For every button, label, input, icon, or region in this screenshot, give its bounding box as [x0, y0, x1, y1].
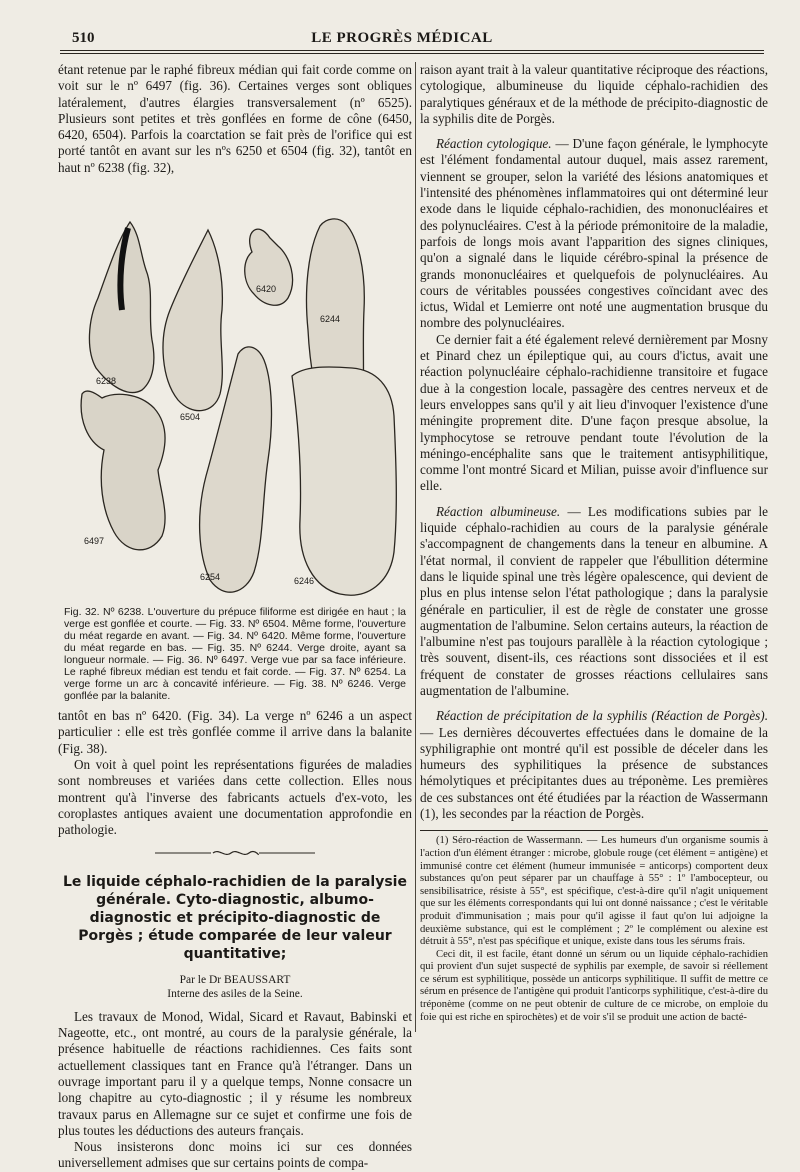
intro-paragraph: étant retenue par le raphé fibreux médian qui fait corde comme on voit sur le nº 6497 (fig. 36). Certaines verges sont obliques latéralement, d'autres élargies transversalement (nº 6525). Plusieurs sont petites et très gonflées en forme de cône (6450, 6420, 6504). Parfois la coarctation se fait près de l'orifice qui est porté tantôt en avant sur les nºs 6250 et 6504 (fig. 32), tantôt en haut nº 6238 (fig. 32),	[58, 62, 412, 175]
figure-36-drawing	[81, 391, 165, 550]
figure-label-6244: 6244	[320, 314, 341, 325]
cytology-section-title: Réaction cytologique.	[436, 136, 552, 152]
article-paragraph-1: Les travaux de Monod, Widal, Sicard et Ravaut, Babinski et Nageotte, etc., ont montré, au cours de la paralysie générale, la présence habituelle de réactions rachidiennes. Ces faits sont actuellement classiques tant en France qu'à l'étranger. Dans un ouvrage important paru il y a quelque temps, Nonne consacre un long chapitre au cyto-diagnostic ; il y résume les nombreux travaux parus en Allemagne sur ce sujet et confirme une fois de plus toutes les déductions des auteurs français.	[58, 1008, 412, 1138]
comparison-paragraph: raison ayant trait à la valeur quantitative réciproque des réactions, cytologique, albumineuse du liquide céphalo-rachidien des paralytiques généraux et de la méthode de précipito-diagnostic de la syphilis dite de Porgès.	[420, 62, 768, 126]
conclusion-paragraph: On voit à quel point les représentations figurées de maladies sont nombreuses et variées dans cette collection. Elles nous montrent qu'à l'inverse des fabricants actuels d'ex-voto, les coroplastes antiques avaient une documentation approfondie en pathologie.	[58, 756, 412, 838]
page-number: 510	[72, 30, 95, 46]
albumin-section-text: — Les modifications subies par le liquide céphalo-rachidien au cours de la paralysie générale s'accompagnent de changements dans la teneur en albumine. A l'état normal, il convient de rappeler que l'ébullition détermine dans le liquide spinal une très légère opalescence, qui devient de plus en plus intense selon l'état pathologique ; dans la paralysie générale en particulier, il est de règle de constater une grosse augmentation de l'albumine. Selon certains auteurs, la réaction de l'albumine n'est pas toujours parallèle à la réaction cytologique ; très souvent, disent-ils, ces réactions sont dissociées et il est fréquent de constater de grosses réactions cellulaires sans augmentation de l'albumine.	[420, 503, 769, 698]
figure-label-6246: 6246	[294, 576, 315, 587]
footnote-continuation: Ceci dit, il est facile, étant donné un sérum ou un liquide céphalo-rachidien qui provient d'un sujet suspecté de syphilis par exemple, de savoir si réellement ce sérum est syphilitique, possède un anticorps syphilitique. Il suffit de mettre ce sérum en présence de l'antigène qui produit l'anticorps syphilitique, c'est-à-dire du tréponème (comme on ne peut obtenir de culture de ce microbe, on emploie du foie qui est riche en spirochètes) et de voir s'il se produit une action de bacté-	[420, 948, 768, 1023]
cytology-section	[420, 136, 768, 332]
footnote-wassermann: (1) Séro-réaction de Wassermann. — Les humeurs d'un organisme soumis à l'action d'un élément étranger : microbe, globule rouge (cet élément = antigène) et immunisé contre cet élément (humeur immunisée = anticorps) comportent deux substances qu'on peut séparer par un chauffage à 55° : 1º l'ambocepteur, ou sensibilisatrice, résiste à 55°, est spécifique, c'est-à-dire qu'il n'agit uniquement que sur les éléments correspondants qui lui ont donné naissance ; c'est le véritable produit d'immunisation ; mais pour qu'il agisse il faut qu'on lui adjoigne la deuxième substance, qui est le complément ; 2º le complément ou alexine est détruit à 55°, n'est pas spécifique et unique, existe dans tous les sérums frais.	[420, 835, 768, 948]
column-divider	[415, 62, 416, 1032]
ex-voto-illustrations	[58, 180, 412, 604]
figure-label-6238: 6238	[96, 376, 117, 387]
section-ornament	[58, 846, 412, 862]
footnote-rule	[420, 830, 768, 831]
figure-caption: Fig. 32. Nº 6238. L'ouverture du prépuce filiforme est dirigée en haut ; la verge est gonflée et courte. — Fig. 33. Nº 6504. Même forme, l'ouverture du méat regarde en avant. — Fig. 34. Nº 6420. Même forme, l'ouverture du méat regarde en bas. — Fig. 35. Nº 6244. Verge droite, ayant sa longueur normale. — Fig. 36. Nº 6497. Verge vue par sa face inférieure. Le raphé fibreux médian est tendu et fait corde. — Fig. 37. Nº 6254. La verge forme un arc à concavité inférieure. — Fig. 38. Nº 6246. Verge gonflée par la balanite.	[64, 606, 406, 703]
precipitation-section-text: — Les dernières découvertes effectuées dans le domaine de la syphiligraphie ont montré qu'il est possible de déceler dans les humeurs des syphilitiques la présence de substances hémolytiques et précipitantes dues au tréponème. Les premières de ces substances ont été étudiées par la réaction de Wassermann (1), les secondes par la réaction de Porgès.	[420, 724, 768, 822]
author-affiliation: Interne des asiles de la Seine.	[167, 987, 303, 1000]
precipitation-section	[420, 708, 768, 822]
article-title: Le liquide céphalo-rachidien de la paralysie générale. Cyto-diagnostic, albumo-diagnostic et précipito-diagnostic de Porgès ; étude comparée de leur valeur quantitative;	[63, 873, 407, 962]
albumin-section-title: Réaction albumineuse.	[436, 503, 561, 519]
albumin-section	[420, 504, 768, 700]
running-head	[40, 30, 764, 50]
article-author: Par le Dr BEAUSSART	[179, 973, 291, 986]
after-figure-paragraph: tantôt en bas nº 6420. (Fig. 34). La verge nº 6246 a un aspect particulier : elle est très gonflée comme il arrive dans la balanite (Fig. 38).	[58, 708, 412, 756]
figure-plate	[58, 180, 412, 604]
figure-label-6254: 6254	[200, 572, 221, 583]
cytology-paragraph-2: Ce dernier fait a été également relevé dernièrement par Mosny et Pinard chez un épileptique qui, au cours d'ictus, avait une réaction polynucléaire céphalo-rachidienne transitoire et fugace due à la congestion locale, passagère des centres nerveux et de leurs enveloppes sans qu'il y ait lieu d'invoquer l'existence d'une méningite proprement dite. D'une façon presque absolue, la lymphocytose se retrouve pendant toute l'évolution de la méningo-encéphalite sans que le traitement antisyphilitique, comme l'ont montré Sicard et Milian, puisse avoir d'influence sur elle.	[420, 331, 768, 494]
cytology-section-text: — D'une façon générale, le lymphocyte est l'élément fondamental autour duquel, mais assez rarement, viennent se grouper, selon la variété des lésions anatomiques et l'intensité des phénomènes inflammatoires qui ont déterminé leur exode dans le liquide céphalo-rachidien, des mononucléaires et des polynucléaires. C'est à la période prémonitoire de la maladie, parfois de longs mois avant l'apparition des signes cliniques, qu'on a signalé dans le liquide cérébro-spinal la présence de grands mononucléaires et quelquefois de polynucléaires. Au cours de véritables poussées congestives coïncidant avec des ictus, Widal et Lemierre ont noté une augmentation brusque du nombre des polynucléaires.	[420, 136, 768, 331]
figure-33-drawing	[163, 230, 222, 411]
figure-38-drawing	[292, 367, 396, 595]
figure-label-6497: 6497	[84, 536, 105, 547]
left-column	[58, 62, 412, 1172]
header-rule	[60, 50, 764, 51]
header-rule-double	[60, 53, 764, 54]
figure-label-6420: 6420	[256, 284, 277, 295]
article-paragraph-2: Nous insisterons donc moins ici sur ces données universellement admises que sur certains points de compa-	[58, 1139, 412, 1171]
journal-title: LE PROGRÈS MÉDICAL	[311, 30, 493, 46]
figure-label-6504: 6504	[180, 412, 201, 423]
precipitation-section-title: Réaction de précipitation de la syphilis (Réaction de Porgès).	[436, 708, 768, 724]
right-column	[420, 62, 768, 1024]
